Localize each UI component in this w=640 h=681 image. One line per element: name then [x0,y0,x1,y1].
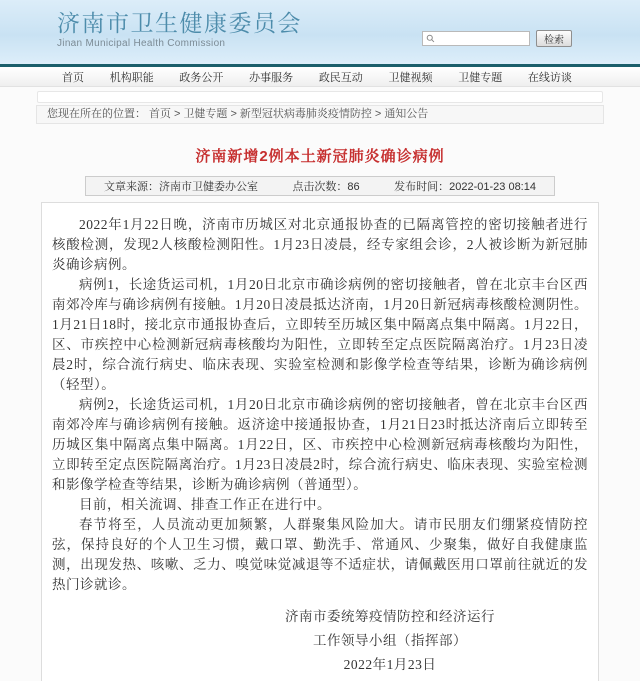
search-icon [426,34,435,43]
breadcrumb-topics[interactable]: 卫健专题 [183,108,228,120]
article-source: 文章来源：济南市卫健委办公室 [104,181,258,193]
breadcrumb-notices[interactable]: 通知公告 [384,108,429,120]
breadcrumb-covid[interactable]: 新型冠状病毒肺炎疫情防控 [239,108,372,120]
nav-item-video[interactable]: 卫健视频 [388,71,433,84]
search-button[interactable]: 检索 [536,30,572,47]
site-subtitle: Jinan Municipal Health Commission [57,38,226,49]
article-click-count: 点击次数：86 [292,181,360,193]
signature-line-group: 工作领导小组（指挥部） [313,633,467,648]
article-paragraph: 春节将至，人员流动更加频繁，人群聚集风险加大。请市民朋友们绷紧疫情防控弦，保持良好的个人卫生习惯，戴口罩、勤洗手、常通风、少聚集，做好自我健康监测，出现发热、咳嗽、乏力、嗅觉味觉减退等不适症状，请佩戴医用口罩前往就近的发热门诊就诊。 [52,517,588,592]
main-nav [0,64,640,87]
breadcrumb-separator: > [374,108,382,120]
nav-item-gov-info[interactable]: 政务公开 [179,71,224,84]
nav-item-interview[interactable]: 在线访谈 [527,71,572,84]
breadcrumb [36,105,604,124]
article-publish-time: 发布时间：2022-01-23 08:14 [394,181,536,193]
site-title: 济南市卫生健康委员会 [57,10,302,36]
article-paragraph: 病例1，长途货运司机，1月20日北京市确诊病例的密切接触者，曾在北京丰台区西南郊冷库与确诊病例有接触。1月20日凌晨抵达济南，1月20日新冠病毒核酸检测阴性。1月21日18时，接北京市通报协查后，立即转至历城区集中隔离点集中隔离。1月22日，区、市疾控中心检测新冠病毒核酸均为阳性，立即转至定点医院隔离治疗。1月23日凌晨2时，综合流行病史、临床表现、实验室检测和影像学检查等结果，诊断为确诊病例（轻型）。 [52,277,588,392]
nav-item-interact[interactable]: 政民互动 [318,71,363,84]
breadcrumb-separator: > [174,108,181,120]
breadcrumb-prefix: 您现在所在的位置： [47,108,146,120]
article-meta-bar [85,176,555,196]
signature-line-date: 2022年1月23日 [343,657,437,672]
site-logo[interactable] [57,9,302,49]
article-title: 济南新增2例本土新冠肺炎确诊病例 [195,148,445,165]
search-input[interactable] [437,33,525,45]
breadcrumb-separator: > [230,108,237,120]
article-body [41,202,599,681]
sub-menu-bar [37,91,603,103]
article-paragraph: 目前，相关流调、排查工作正在进行中。 [79,497,331,512]
site-header [0,0,640,64]
signature-line-org: 济南市委统筹疫情防控和经济运行 [285,609,495,624]
article-paragraph: 2022年1月22日晚，济南市历城区对北京通报协查的已隔离管控的密切接触者进行核酸检测，发现2人核酸检测阳性。1月23日凌晨，经专家组会诊，2人被诊断为新冠肺炎确诊病例。 [52,217,588,272]
article-signature [230,605,550,677]
article-paragraph: 病例2，长途货运司机，1月20日北京市确诊病例的密切接触者，曾在北京丰台区西南郊冷库与确诊病例有接触。返济途中接通报协查，1月21日23时抵达济南后立即转至历城区集中隔离点集中隔离。1月22日，区、市疾控中心检测新冠病毒核酸均为阳性，立即转至定点医院隔离治疗。1月23日凌晨2时，综合流行病史、临床表现、实验室检测和影像学检查等结果，诊断为确诊病例（普通型）。 [52,397,588,492]
search-box[interactable] [422,31,530,46]
search-area [422,30,572,47]
nav-item-functions[interactable]: 机构职能 [109,71,154,84]
breadcrumb-home[interactable]: 首页 [149,108,171,120]
nav-item-services[interactable]: 办事服务 [249,71,294,84]
nav-item-topics[interactable]: 卫健专题 [458,71,503,84]
nav-item-home[interactable]: 首页 [62,71,84,84]
